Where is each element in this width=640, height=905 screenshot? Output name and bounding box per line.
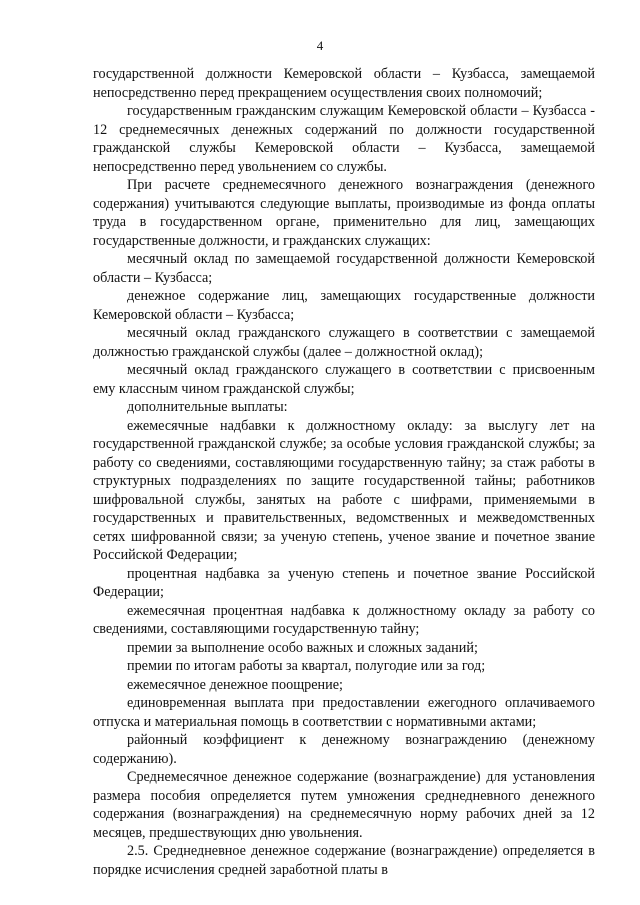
list-item: денежное содержание лиц, замещающих государственные должности Кемеровской области – Кузбасса; <box>93 288 595 323</box>
list-item: месячный оклад гражданского служащего в соответствии с замещаемой должностью гражданской службы (далее – должностной оклад); <box>93 325 595 360</box>
list-item: ежемесячное денежное поощрение; <box>127 676 343 693</box>
list-item: районный коэффициент к денежному вознаграждению (денежному содержанию). <box>93 732 595 767</box>
paragraph: 2.5. Среднедневное денежное содержание (вознаграждение) определяется в порядке исчисления средней заработной платы в <box>93 843 595 878</box>
list-item: ежемесячная процентная надбавка к должностному окладу за работу со сведениями, составляющими государственную тайну; <box>93 602 595 637</box>
list-item: премии за выполнение особо важных и сложных заданий; <box>127 639 478 656</box>
paragraph: При расчете среднемесячного денежного вознаграждения (денежного содержания) учитываются следующие выплаты, производимые из фонда оплаты труда в государственном органе, применительно для лиц, замещающих государственные должности, и гражданских служащих: <box>93 177 595 249</box>
list-item: дополнительные выплаты: <box>127 399 288 415</box>
paragraph: Среднемесячное денежное содержание (вознаграждение) для установления размера пособия определяется путем умножения среднедневного денежного содержания (вознаграждения) на среднемесячную норму рабочих дней за 12 месяцев, предшествующих дню увольнения. <box>93 769 595 841</box>
list-item: месячный оклад гражданского служащего в соответствии с присвоенным ему классным чином гражданской службы; <box>93 362 595 397</box>
list-item: процентная надбавка за ученую степень и почетное звание Российской Федерации; <box>93 565 595 600</box>
paragraph: государственной должности Кемеровской области – Кузбасса, замещаемой непосредственно перед прекращением осуществления своих полномочий; <box>93 66 595 101</box>
paragraph: государственным гражданским служащим Кемеровской области – Кузбасса - 12 среднемесячных денежных содержаний по должности государственной гражданской службы Кемеровской области – Кузбасса, замещаемой непосредственно перед увольнением со службы. <box>93 103 595 175</box>
list-item: единовременная выплата при предоставлении ежегодного оплачиваемого отпуска и материальная помощь в соответствии с нормативными актами; <box>93 695 595 730</box>
page-number: 4 <box>316 38 324 53</box>
list-item: ежемесячные надбавки к должностному окладу: за выслугу лет на государственной гражданской службе; за особые условия гражданской службы; за работу со сведениями, составляющими государственную тайну; за стаж работы в структурных подразделениях по защите государственной тайны; работников шифровальной службы, занятых на работе с шифрами, применяемыми в государственных и правительственных, ведомственных и межведомственных сетях шифрованной связи; за ученую степень, ученое звание и почетное звание Российской Федерации; <box>93 417 595 563</box>
document-body <box>93 65 595 879</box>
list-item: премии по итогам работы за квартал, полугодие или за год; <box>127 658 486 674</box>
list-item: месячный оклад по замещаемой государственной должности Кемеровской области – Кузбасса; <box>93 251 595 286</box>
